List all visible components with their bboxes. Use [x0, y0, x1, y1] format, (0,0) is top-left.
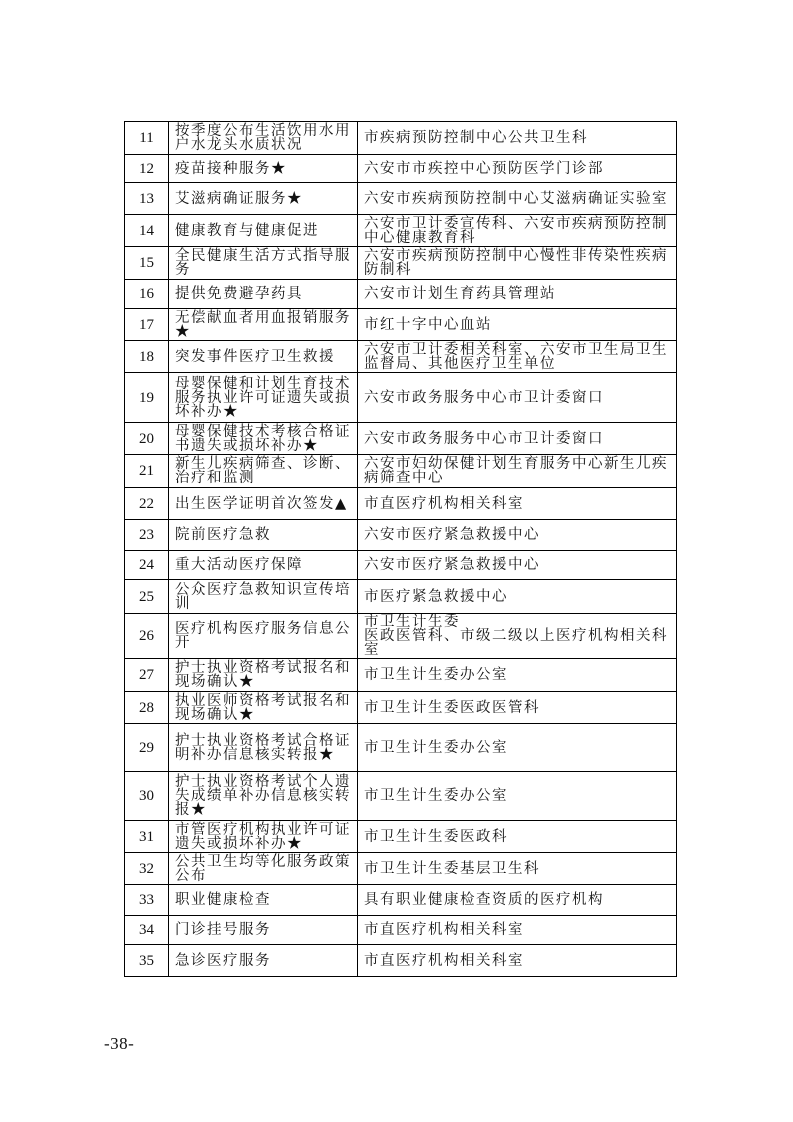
service-item: 门诊挂号服务 — [169, 916, 358, 945]
service-item: 母婴保健和计划生育技术服务执业许可证遗失或损坏补办★ — [169, 373, 358, 423]
row-number: 34 — [125, 916, 169, 945]
responsible-department: 市直医疗机构相关科室 — [358, 945, 677, 977]
responsible-department: 六安市疾病预防控制中心慢性非传染性疾病防制科 — [358, 247, 677, 280]
row-number: 16 — [125, 280, 169, 309]
table-row — [125, 247, 677, 280]
responsible-department: 六安市政务服务中心市卫计委窗口 — [358, 373, 677, 423]
table-row — [125, 821, 677, 853]
responsible-department: 六安市疾病预防控制中心艾滋病确证实验室 — [358, 183, 677, 215]
responsible-department: 市直医疗机构相关科室 — [358, 488, 677, 520]
table-row — [125, 853, 677, 885]
responsible-department: 市卫生计生委办公室 — [358, 659, 677, 692]
row-number: 12 — [125, 155, 169, 183]
service-item: 艾滋病确证服务★ — [169, 183, 358, 215]
table-row — [125, 215, 677, 247]
table-row — [125, 309, 677, 341]
responsible-department: 六安市妇幼保健计划生育服务中心新生儿疾病筛查中心 — [358, 455, 677, 488]
service-item: 职业健康检查 — [169, 885, 358, 916]
table-row — [125, 455, 677, 488]
service-item: 提供免费避孕药具 — [169, 280, 358, 309]
responsible-department: 市红十字中心血站 — [358, 309, 677, 341]
responsible-department: 市直医疗机构相关科室 — [358, 916, 677, 945]
row-number: 20 — [125, 423, 169, 455]
row-number: 19 — [125, 373, 169, 423]
table-row — [125, 155, 677, 183]
responsible-department: 市卫生计生委 医政医管科、市级二级以上医疗机构相关科室 — [358, 614, 677, 659]
service-item: 按季度公布生活饮用水用户水龙头水质状况 — [169, 122, 358, 155]
responsible-department: 市疾病预防控制中心公共卫生科 — [358, 122, 677, 155]
row-number: 26 — [125, 614, 169, 659]
table-row — [125, 183, 677, 215]
row-number: 21 — [125, 455, 169, 488]
row-number: 18 — [125, 341, 169, 373]
row-number: 35 — [125, 945, 169, 977]
service-item: 市管医疗机构执业许可证遗失或损坏补办★ — [169, 821, 358, 853]
row-number: 23 — [125, 520, 169, 551]
table-row — [125, 885, 677, 916]
table-row — [125, 945, 677, 977]
row-number: 22 — [125, 488, 169, 520]
row-number: 24 — [125, 551, 169, 580]
service-item: 公共卫生均等化服务政策公布 — [169, 853, 358, 885]
service-item: 健康教育与健康促进 — [169, 215, 358, 247]
row-number: 25 — [125, 580, 169, 614]
row-number: 11 — [125, 122, 169, 155]
table-row — [125, 373, 677, 423]
responsible-department: 市卫生计生委医政医管科 — [358, 692, 677, 724]
table-row — [125, 423, 677, 455]
table-row — [125, 659, 677, 692]
table-row — [125, 520, 677, 551]
service-item: 急诊医疗服务 — [169, 945, 358, 977]
responsible-department: 市卫生计生委基层卫生科 — [358, 853, 677, 885]
service-item: 出生医学证明首次签发▲ — [169, 488, 358, 520]
responsible-department: 具有职业健康检查资质的医疗机构 — [358, 885, 677, 916]
service-item: 疫苗接种服务★ — [169, 155, 358, 183]
service-item: 突发事件医疗卫生救援 — [169, 341, 358, 373]
row-number: 30 — [125, 772, 169, 821]
row-number: 31 — [125, 821, 169, 853]
row-number: 33 — [125, 885, 169, 916]
row-number: 17 — [125, 309, 169, 341]
responsible-department: 六安市卫计委宣传科、六安市疾病预防控制中心健康教育科 — [358, 215, 677, 247]
service-item: 重大活动医疗保障 — [169, 551, 358, 580]
responsible-department: 六安市医疗紧急救援中心 — [358, 520, 677, 551]
table-row — [125, 122, 677, 155]
responsible-department: 六安市卫计委相关科室、六安市卫生局卫生监督局、其他医疗卫生单位 — [358, 341, 677, 373]
service-item: 院前医疗急救 — [169, 520, 358, 551]
service-item: 无偿献血者用血报销服务★ — [169, 309, 358, 341]
table-row — [125, 280, 677, 309]
service-item: 全民健康生活方式指导服务 — [169, 247, 358, 280]
page-number: -38- — [104, 1034, 135, 1053]
table-row — [125, 724, 677, 772]
responsible-department: 六安市计划生育药具管理站 — [358, 280, 677, 309]
service-item: 执业医师资格考试报名和现场确认★ — [169, 692, 358, 724]
table-row — [125, 580, 677, 614]
service-item: 公众医疗急救知识宣传培训 — [169, 580, 358, 614]
row-number: 32 — [125, 853, 169, 885]
responsible-department: 市医疗紧急救援中心 — [358, 580, 677, 614]
responsible-department: 六安市医疗紧急救援中心 — [358, 551, 677, 580]
table-row — [125, 692, 677, 724]
table-row — [125, 614, 677, 659]
responsible-department: 市卫生计生委办公室 — [358, 772, 677, 821]
service-item: 护士执业资格考试个人遗失成绩单补办信息核实转报★ — [169, 772, 358, 821]
responsible-department: 市卫生计生委办公室 — [358, 724, 677, 772]
service-item: 护士执业资格考试合格证明补办信息核实转报★ — [169, 724, 358, 772]
row-number: 27 — [125, 659, 169, 692]
service-item: 母婴保健技术考核合格证书遗失或损坏补办★ — [169, 423, 358, 455]
services-table — [124, 121, 677, 977]
service-item: 医疗机构医疗服务信息公开 — [169, 614, 358, 659]
row-number: 29 — [125, 724, 169, 772]
table-row — [125, 916, 677, 945]
service-item: 新生儿疾病筛查、诊断、治疗和监测 — [169, 455, 358, 488]
responsible-department: 六安市政务服务中心市卫计委窗口 — [358, 423, 677, 455]
row-number: 28 — [125, 692, 169, 724]
table-row — [125, 341, 677, 373]
table-row — [125, 551, 677, 580]
service-item: 护士执业资格考试报名和现场确认★ — [169, 659, 358, 692]
table-row — [125, 772, 677, 821]
row-number: 13 — [125, 183, 169, 215]
responsible-department: 六安市市疾控中心预防医学门诊部 — [358, 155, 677, 183]
services-table-body — [125, 122, 677, 977]
row-number: 15 — [125, 247, 169, 280]
responsible-department: 市卫生计生委医政科 — [358, 821, 677, 853]
table-row — [125, 488, 677, 520]
row-number: 14 — [125, 215, 169, 247]
